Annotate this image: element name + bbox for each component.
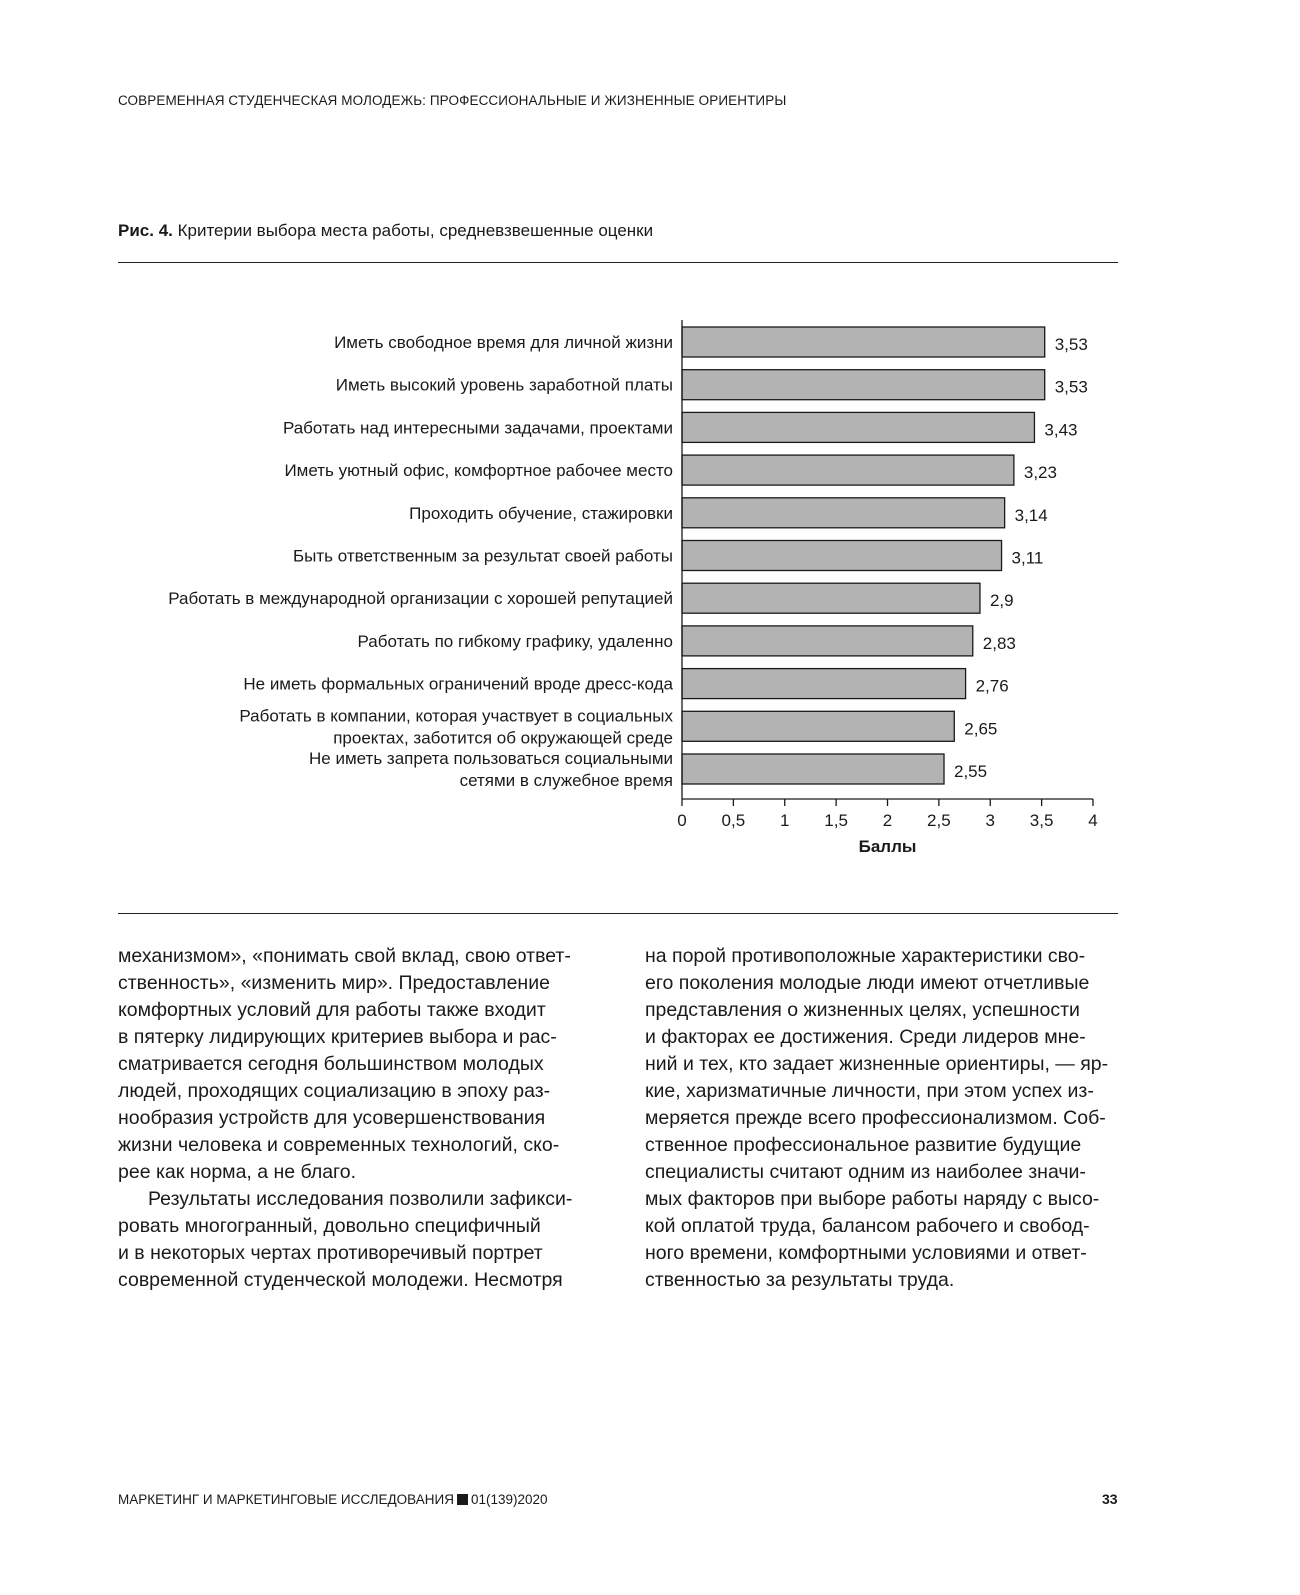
- category-label: проектах, заботится об окружающей среде: [333, 728, 673, 748]
- right-column-line: ственное профессиональное развитие будущие: [645, 1134, 1082, 1156]
- left-column-line: Результаты исследования позволили зафикси-: [148, 1188, 573, 1210]
- bar: [682, 412, 1034, 442]
- x-axis-title: Баллы: [858, 837, 917, 856]
- bar-value-label: 3,11: [1011, 548, 1044, 568]
- bar-value-label: 2,65: [964, 719, 998, 739]
- right-column-line: на порой противоположные характеристики сво-: [645, 945, 1086, 967]
- bar-value-label: 3,43: [1044, 420, 1078, 440]
- bar-value-label: 3,14: [1014, 505, 1048, 525]
- right-column-line: меряется прежде всего профессионализмом. Соб-: [645, 1107, 1106, 1129]
- bar-value-label: 2,9: [989, 591, 1014, 611]
- x-tick-label: 0,5: [721, 811, 746, 830]
- left-column-line: ровать многогранный, довольно специфичный: [118, 1215, 541, 1237]
- right-column-line: ного времени, комфортными условиями и ответ-: [645, 1242, 1087, 1264]
- category-label: Работать над интересными задачами, проектами: [282, 418, 673, 438]
- page-number: 33: [1102, 1491, 1118, 1507]
- left-column-line: жизни человека и современных технологий, ско-: [118, 1134, 560, 1156]
- x-tick-label: 1: [780, 811, 790, 830]
- left-column-line: и в некоторых чертах противоречивый портрет: [118, 1242, 543, 1264]
- category-label: Иметь высокий уровень заработной платы: [335, 375, 673, 395]
- bar: [682, 711, 954, 741]
- right-column-line: представления о жизненных целях, успешности: [645, 999, 1080, 1021]
- category-label: Работать по гибкому графику, удаленно: [357, 631, 673, 651]
- running-head: СОВРЕМЕННАЯ СТУДЕНЧЕСКАЯ МОЛОДЕЖЬ: ПРОФЕССИОНАЛЬНЫЕ И ЖИЗНЕННЫЕ ОРИЕНТИРЫ: [118, 93, 787, 108]
- left-column-line: комфортных условий для работы также входит: [118, 999, 546, 1021]
- bar: [682, 498, 1005, 528]
- figure-caption-text: Критерии выбора места работы, средневзвешенные оценки: [177, 221, 654, 240]
- x-tick-label: 0: [677, 811, 687, 830]
- right-column-line: специалисты считают одним из наиболее значи-: [645, 1161, 1086, 1183]
- category-label: Иметь свободное время для личной жизни: [334, 333, 673, 352]
- left-column-line: рее как норма, а не благо.: [118, 1161, 357, 1183]
- x-tick-label: 3,5: [1029, 811, 1054, 830]
- left-column-line: ственность», «изменить мир». Предоставление: [118, 972, 550, 994]
- bar: [682, 669, 966, 699]
- category-label: Быть ответственным за результат своей работы: [293, 546, 673, 566]
- bar-value-label: 2,55: [954, 762, 988, 781]
- x-tick-label: 2: [882, 811, 893, 830]
- right-column-line: мых факторов при выборе работы наряду с высо-: [645, 1188, 1100, 1210]
- square-bullet-icon: [457, 1494, 468, 1505]
- footer-journal-title: МАРКЕТИНГ И МАРКЕТИНГОВЫЕ ИССЛЕДОВАНИЯ: [118, 1492, 454, 1507]
- left-column-line: нообразия устройств для усовершенствования: [118, 1107, 546, 1129]
- bar: [682, 754, 944, 784]
- x-tick-label: 1,5: [824, 811, 848, 830]
- bar: [682, 626, 973, 656]
- right-column-line: кой оплатой труда, балансом рабочего и свобод-: [645, 1215, 1090, 1237]
- category-label: сетями в служебное время: [459, 771, 673, 790]
- category-label: Не иметь формальных ограничений вроде дресс-кода: [243, 674, 673, 694]
- left-column-line: людей, проходящих социализацию в эпоху раз-: [118, 1080, 551, 1102]
- left-column-line: современной студенческой молодежи. Несмотря: [118, 1269, 563, 1291]
- x-tick-label: 3: [985, 811, 995, 830]
- bar-value-label: 3,53: [1054, 335, 1088, 354]
- bar: [682, 370, 1045, 400]
- left-column-line: механизмом», «понимать свой вклад, свою ответ-: [118, 945, 571, 967]
- category-label: Не иметь запрета пользоваться социальными: [309, 749, 673, 768]
- figure-bottom-rule: [118, 913, 1118, 914]
- x-tick-label: 2,5: [927, 811, 951, 830]
- bar-value-label: 3,23: [1023, 463, 1057, 483]
- bar: [682, 327, 1045, 357]
- body-text-left-column: [118, 943, 588, 1294]
- bar-value-label: 3,53: [1054, 377, 1088, 397]
- bar: [682, 455, 1014, 485]
- figure-label: Рис. 4.: [118, 221, 173, 240]
- footer-journal: [118, 1492, 548, 1507]
- category-label: Проходить обучение, стажировки: [409, 503, 673, 523]
- left-column-line: сматривается сегодня большинством молодых: [118, 1053, 544, 1075]
- bar: [682, 583, 980, 613]
- category-label: Работать в международной организации с хорошей репутацией: [168, 589, 673, 609]
- category-label: Иметь уютный офис, комфортное рабочее место: [284, 461, 673, 481]
- footer-issue: 01(139)2020: [470, 1492, 548, 1507]
- body-text-right-column: [645, 943, 1115, 1294]
- right-column-line: кие, харизматичные личности, при этом успех из-: [645, 1080, 1094, 1102]
- bar: [682, 541, 1002, 571]
- left-column-line: в пятерку лидирующих критериев выбора и рас-: [118, 1026, 557, 1048]
- bar-value-label: 2,76: [975, 676, 1009, 696]
- x-tick-label: 4: [1088, 811, 1098, 830]
- right-column-line: ний и тех, кто задает жизненные ориентиры, — яр-: [645, 1053, 1109, 1075]
- right-column-line: ственностью за результаты труда.: [645, 1269, 955, 1291]
- category-label: Работать в компании, которая участвует в социальных: [239, 706, 673, 726]
- right-column-line: его поколения молодые люди имеют отчетливые: [645, 972, 1090, 994]
- right-column-line: и факторах ее достижения. Среди лидеров мне-: [645, 1026, 1086, 1048]
- bar-value-label: 2,83: [982, 633, 1016, 653]
